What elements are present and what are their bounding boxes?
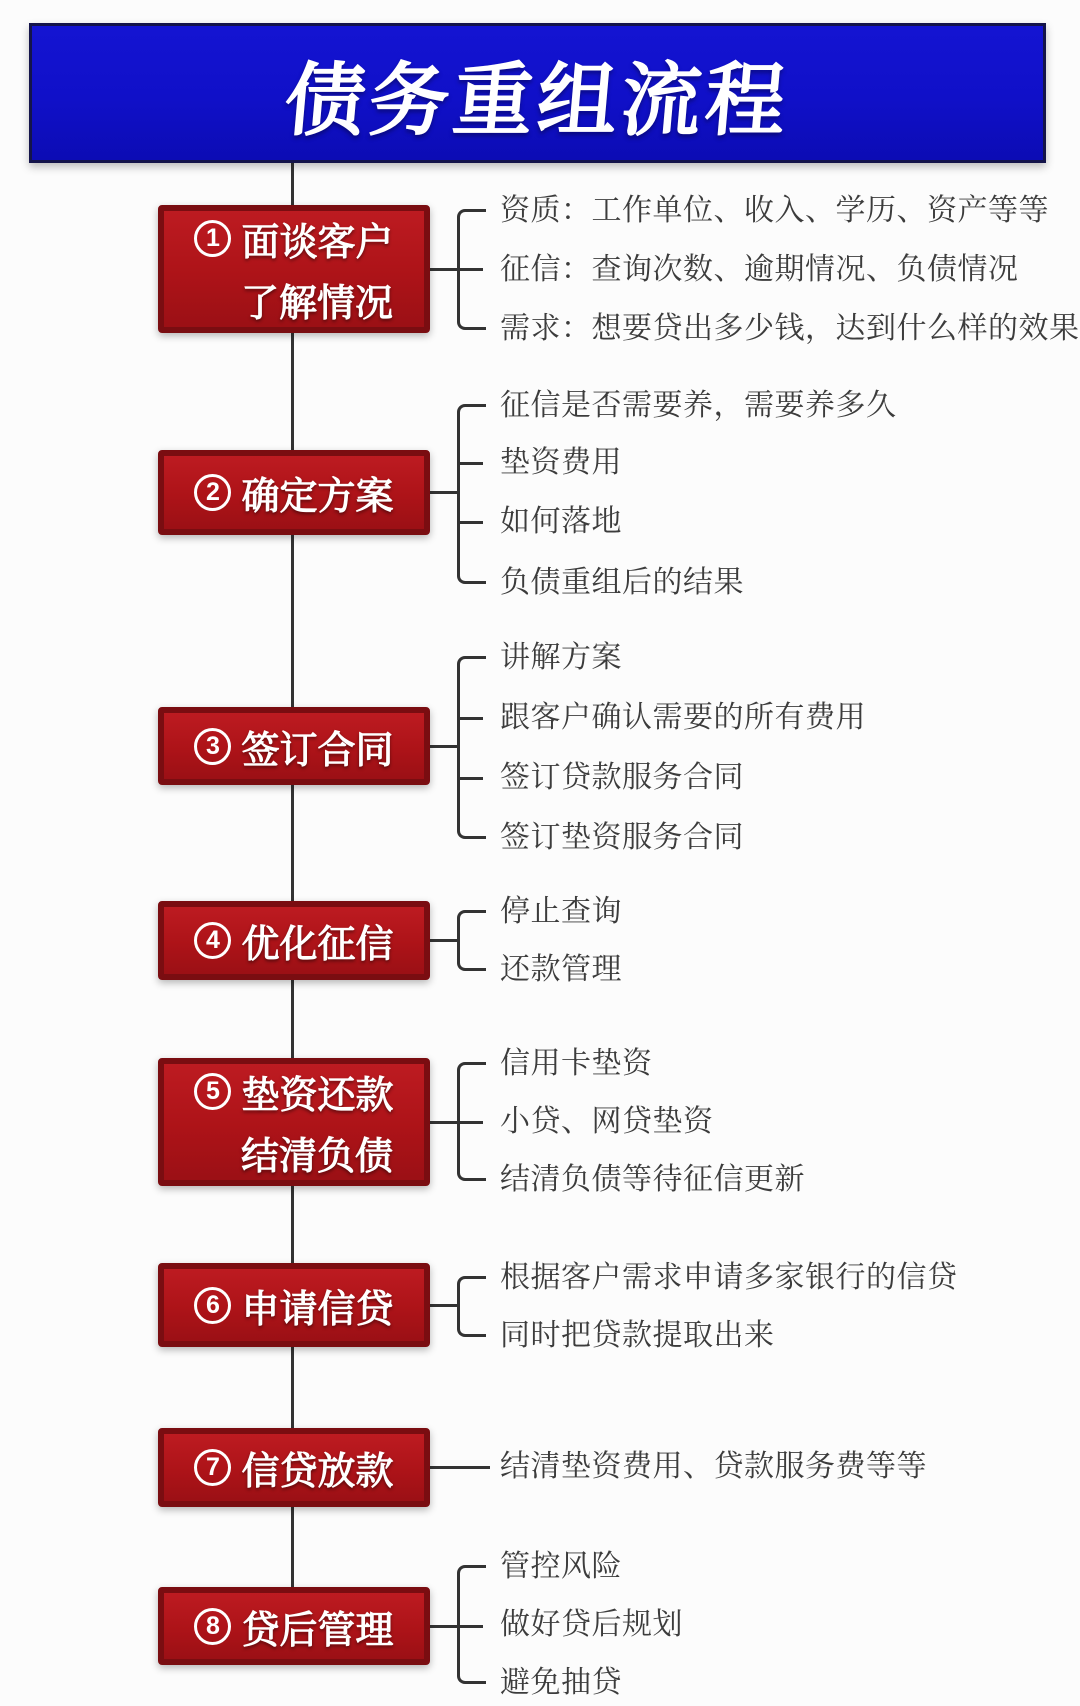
step-3-box xyxy=(158,707,430,785)
step-2-label-line1: 确定方案 xyxy=(241,476,394,518)
step-2-bracket xyxy=(457,404,486,584)
step-3-connector xyxy=(428,745,460,748)
step-1-number: 1 xyxy=(206,224,220,252)
step-3-number-badge xyxy=(194,728,231,765)
step-8-tick-2 xyxy=(457,1625,483,1628)
step-8-item-2: 做好贷后规划 xyxy=(500,1608,683,1641)
step-8-label xyxy=(194,1599,393,1654)
step-5-box xyxy=(158,1058,430,1186)
step-2-connector xyxy=(428,491,460,494)
step-5-label-line2: 结清负债 xyxy=(240,1136,393,1178)
step-4-label-line1: 优化征信 xyxy=(241,924,394,966)
step-4-label xyxy=(194,913,393,968)
trunk-line xyxy=(291,163,294,1600)
step-4-bracket xyxy=(457,910,486,971)
step-8-item-3: 避免抽贷 xyxy=(500,1666,622,1699)
step-1-item-1: 资质：工作单位、收入、学历、资产等等 xyxy=(500,194,1049,227)
page-title: 债务重组流程 xyxy=(280,55,793,145)
step-2-tick-3 xyxy=(457,521,483,524)
step-3-label-line1: 签订合同 xyxy=(241,729,394,772)
step-1-item-3: 需求：想要贷出多少钱，达到什么样的效果 xyxy=(500,312,1080,345)
step-2-item-2: 垫资费用 xyxy=(500,446,622,479)
step-8-number: 8 xyxy=(206,1611,220,1640)
step-5-item-3: 结清负债等待征信更新 xyxy=(500,1163,805,1196)
step-1-number-badge xyxy=(194,220,231,257)
step-6-bracket xyxy=(457,1276,486,1337)
step-3-item-2: 跟客户确认需要的所有费用 xyxy=(500,701,866,734)
step-7-number: 7 xyxy=(206,1453,220,1481)
step-3-tick-3 xyxy=(457,777,483,780)
step-4-connector xyxy=(428,939,460,942)
step-5-item-2: 小贷、网贷垫资 xyxy=(500,1105,714,1138)
title-banner xyxy=(29,23,1046,163)
step-1-item-2: 征信：查询次数、逾期情况、负债情况 xyxy=(500,253,1019,286)
step-5-label xyxy=(194,1064,393,1119)
step-6-connector xyxy=(428,1304,460,1307)
step-2-item-1: 征信是否需要养，需要养多久 xyxy=(500,389,897,422)
step-6-number: 6 xyxy=(206,1290,220,1319)
step-3-label xyxy=(194,719,393,774)
step-2-item-4: 负债重组后的结果 xyxy=(500,566,744,599)
step-8-item-1: 管控风险 xyxy=(500,1550,622,1583)
step-4-box xyxy=(158,901,430,980)
step-2-tick-2 xyxy=(457,462,483,465)
step-6-item-2: 同时把贷款提取出来 xyxy=(500,1319,775,1352)
step-7-label-line1: 信贷放款 xyxy=(241,1451,394,1493)
step-8-connector xyxy=(428,1625,460,1628)
step-1-label-line1: 面谈客户 xyxy=(241,222,394,264)
step-6-box xyxy=(158,1263,430,1347)
step-5-connector xyxy=(428,1121,460,1124)
step-4-number-badge xyxy=(194,922,231,959)
step-1-connector xyxy=(428,268,460,271)
step-7-label xyxy=(194,1440,393,1495)
step-2-item-3: 如何落地 xyxy=(500,505,622,538)
step-5-number-badge xyxy=(194,1073,231,1110)
step-2-label xyxy=(194,465,393,520)
step-5-number: 5 xyxy=(206,1077,220,1105)
step-5-item-1: 信用卡垫资 xyxy=(500,1047,653,1080)
step-3-bracket xyxy=(457,656,486,839)
step-1-label-line2: 了解情况 xyxy=(240,283,393,325)
step-7-box xyxy=(158,1428,430,1507)
step-2-number-badge xyxy=(194,474,231,511)
step-6-label xyxy=(194,1278,393,1333)
step-4-item-1: 停止查询 xyxy=(500,895,622,928)
step-3-item-4: 签订垫资服务合同 xyxy=(500,821,744,854)
step-5-tick-2 xyxy=(457,1121,483,1124)
step-1-label xyxy=(194,211,393,266)
step-6-item-1: 根据客户需求申请多家银行的信贷 xyxy=(500,1261,958,1294)
step-3-tick-2 xyxy=(457,717,483,720)
step-8-box xyxy=(158,1587,430,1665)
step-5-label-line1: 垫资还款 xyxy=(241,1075,394,1117)
step-7-number-badge xyxy=(194,1449,231,1486)
step-3-number: 3 xyxy=(206,731,220,760)
step-3-item-1: 讲解方案 xyxy=(500,641,622,674)
step-4-number: 4 xyxy=(206,926,220,954)
step-7-item-1: 结清垫资费用、贷款服务费等等 xyxy=(500,1450,927,1483)
step-6-label-line1: 申请信贷 xyxy=(241,1288,394,1331)
step-3-item-3: 签订贷款服务合同 xyxy=(500,761,744,794)
step-8-label-line1: 贷后管理 xyxy=(241,1609,394,1652)
step-1-box xyxy=(158,205,430,333)
step-1-tick-2 xyxy=(457,268,483,271)
step-8-number-badge xyxy=(194,1608,231,1645)
step-7-connector xyxy=(428,1466,490,1469)
step-6-number-badge xyxy=(194,1287,231,1324)
step-2-box xyxy=(158,450,430,535)
step-4-item-2: 还款管理 xyxy=(500,953,622,986)
step-2-number: 2 xyxy=(206,478,220,506)
